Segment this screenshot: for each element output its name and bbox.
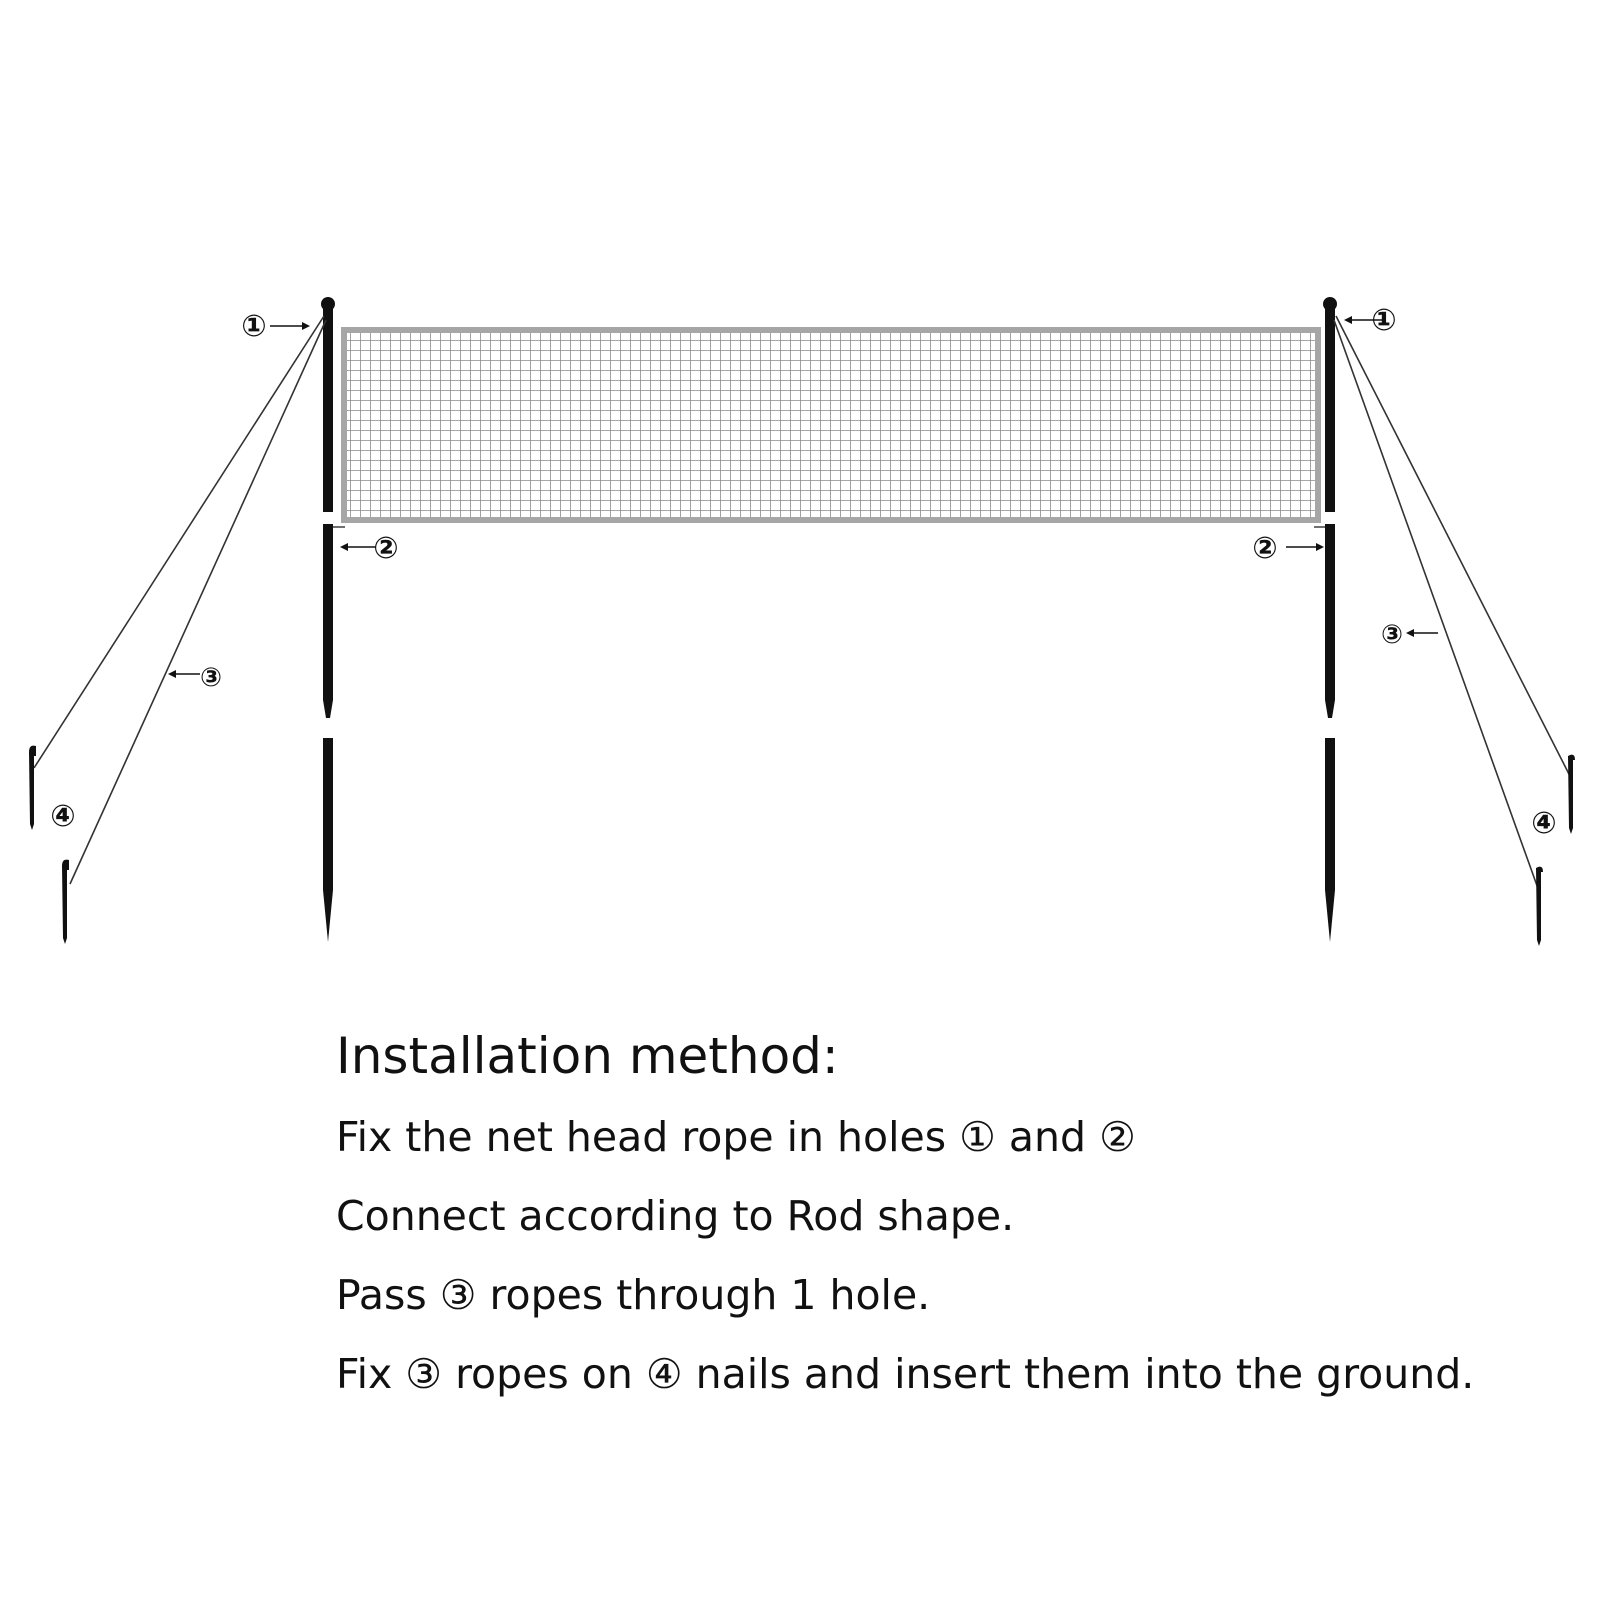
rope-left-inner bbox=[70, 320, 326, 884]
rope-right-inner bbox=[1334, 320, 1540, 894]
left-pole bbox=[321, 297, 335, 942]
callout-nail-right: ④ bbox=[1531, 806, 1557, 841]
stake-icon bbox=[29, 746, 36, 830]
rope-right-outer bbox=[1336, 316, 1572, 780]
stake-icon bbox=[1536, 867, 1543, 946]
instruction-step: Fix the net head rope in holes ① and ② bbox=[336, 1112, 1136, 1161]
callout-nail-left: ④ bbox=[50, 799, 76, 834]
callout-hole-bottom-left: ② bbox=[373, 531, 399, 566]
net bbox=[344, 330, 1318, 520]
instruction-step: Connect according to Rod shape. bbox=[336, 1191, 1015, 1240]
callout-hole-top-right: ① bbox=[1371, 303, 1397, 338]
stake-icon bbox=[1568, 755, 1575, 834]
callout-hole-top-left: ① bbox=[241, 309, 267, 344]
callout-hole-bottom-right: ② bbox=[1252, 531, 1278, 566]
net-mesh bbox=[344, 330, 1318, 520]
instruction-step: Pass ③ ropes through 1 hole. bbox=[336, 1271, 931, 1319]
stakes bbox=[29, 746, 1575, 946]
callout-rope-left: ③ bbox=[199, 663, 223, 693]
instruction-step: Fix ③ ropes on ④ nails and insert them into the ground. bbox=[336, 1350, 1475, 1399]
instructions-title: Installation method: bbox=[336, 1027, 839, 1085]
right-pole bbox=[1323, 297, 1337, 942]
instruction-steps bbox=[336, 1112, 1474, 1401]
callout-rope-right: ③ bbox=[1380, 620, 1404, 650]
stake-icon bbox=[62, 860, 69, 944]
rope-left-outer bbox=[34, 316, 324, 768]
installation-instructions bbox=[336, 1028, 1474, 1429]
